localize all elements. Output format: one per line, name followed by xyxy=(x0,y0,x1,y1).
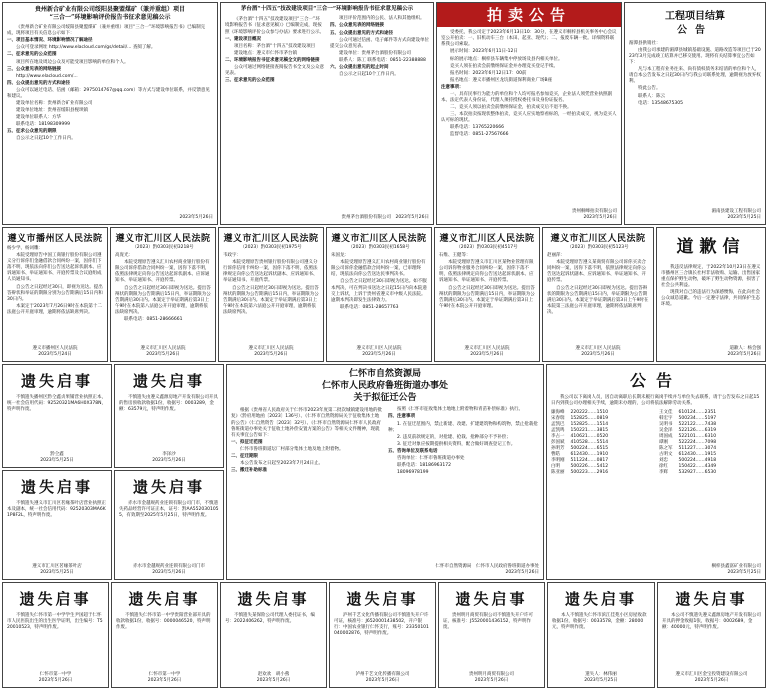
env-notice-paragraph: 公众可登录网址 http://www.elacloud.com/gs/detail/... 查阅了解。 xyxy=(16,45,156,51)
court-date: 2023年5月26日 xyxy=(146,351,180,357)
auction-paragraph: 二、竞买人须以拍卖会前缴纳保证金，拍卖成交后不退不换。 xyxy=(450,104,572,110)
lost-notice-title: 遗失启事 xyxy=(564,590,637,608)
settlement-paragraph: 联系人：陈云 xyxy=(638,93,665,99)
person-name: 陈之军 xyxy=(659,446,673,452)
resource-heading: 二、征迁期限 xyxy=(231,453,258,459)
person-id-number: 150422……4349 xyxy=(678,464,717,470)
court-paragraph: 自公告之日起经过30日即视为送达。提出答辩状的期限为公告期满后15日内，举证期限为公告期满后30日内。本案定于举证期满后第3日上午9时在本院第六法庭公开开庭审理，逾期将依法缺席判决。 xyxy=(223,285,319,315)
lost-notice-body: 泸州千艺文化传播有限公司不慎遗失开户许可证，核准号：J6520001438502，开户银行：中国农业银行仁怀支行，账号：23350101040002876，特声明作废。 xyxy=(334,613,429,637)
fourteen-five-paragraph: 联系人：陈工 联系电话：0851-22388888 xyxy=(339,57,426,63)
env-notice-title: 贵州新合矿业有限公司绥阳县聚盟煤矿（兼并重组）项目 xyxy=(34,6,185,13)
lost-notice-signer: 仁怀市第一中学 xyxy=(39,671,72,677)
resource-heading: 五、咨询单位及联系电话 xyxy=(388,448,438,454)
person-name: 白明 xyxy=(551,464,560,470)
settlement-title: 工程项目结算 xyxy=(665,11,725,22)
court-date: 2023年5月24日 xyxy=(38,351,72,357)
person-id-number: 522101……6310 xyxy=(678,433,717,439)
person-id-number: 612430……1915 xyxy=(678,452,717,458)
court-paragraph: 赵丽萍： xyxy=(547,253,565,259)
env-notice-heading: 五、征求公众意见的期限 xyxy=(7,129,57,135)
person-id-number: 612430……1910 xyxy=(570,452,609,458)
fourteen-five-notice xyxy=(220,2,434,225)
person-id-number: 152825……0819 xyxy=(570,415,609,421)
court-title: 遵义市汇川区人民法院 xyxy=(331,234,427,244)
lost-notice-signer: 赤水市金越规药业连锁有限公司门市 xyxy=(133,563,205,569)
lost-notice-11 xyxy=(657,582,766,688)
env-impact-notice xyxy=(2,2,218,225)
lost-notice-date: 2023年5月25日 xyxy=(40,457,74,463)
apology-paragraph: 我违反法律规定，于2022年10月23日在遵义市播州区三合镇长社村非法收购、运输、出售国家重点保护野生动物，破坏了野生动物资源，损害了社会公共利益。 xyxy=(661,264,761,289)
person-id-number: 610124……2351 xyxy=(678,409,717,415)
lost-notice-date: 2023年5月26日 xyxy=(694,677,729,683)
fourteen-five-paragraph: 项目评价范围内的公民、法人和其他组织。 xyxy=(339,16,425,22)
person-name: 孟凯巴 xyxy=(551,421,565,427)
lost-notice-body: 贵州明月商贸有限公司不慎遗失开户许可证，核准号：J5520001436152，特声明作废。 xyxy=(443,613,533,631)
lost-notice-body: 不慎遗失仁怀市第一中学学生尹国超于仁怀市人民医院出生的出生医学证明，出生编号：T520010523，特声明作废。 xyxy=(7,613,103,631)
person-name: 宋春瑞 xyxy=(551,415,565,421)
fourteen-five-heading: 四、公众意见表的网络链接 xyxy=(330,23,384,29)
env-notice-paragraph: 建设单位地址：贵州省绥阳县枧坝镇 xyxy=(16,107,88,113)
lost-notice-title: 遗失启事 xyxy=(237,590,310,608)
court-signer: 遵义市汇川区人民法院 xyxy=(575,345,621,351)
resource-title: 仁怀市自然资源局 xyxy=(348,369,421,379)
lost-notice-body: 本人不慎遗失仁怀市滨江佳苑小区房屋收款收据1份，收据号：0033578，金额：28000元，特声明作废。 xyxy=(552,613,647,631)
env-notice-title2: “三合一”环境影响评价报告书征求意见稿公示 xyxy=(49,14,171,22)
lost-notice-date: 2023年5月26日 xyxy=(152,457,186,463)
court-title: 遵义市汇川区人民法院 xyxy=(115,234,211,244)
env-notice-paragraph: 建设单位名称：贵州新合矿业有限公司 xyxy=(16,100,93,106)
settlement-paragraph: 凡与本工程有业务往来、尚有债权债务未结清的单位和个人，请自本公告发布之日起30日内与我公司联系处理，逾期视为放弃权利。 xyxy=(629,67,761,85)
auction-date: 2023年5月26日 xyxy=(583,214,617,220)
court-paragraph: 本院受理原告遵义某商贸有限公司诉你买卖合同纠纷一案，因你下落不明，依照法律规定向你公告送达起诉状副本、应诉通知书、举证通知书、开庭传票。 xyxy=(547,260,646,284)
lost-notice-date: 2023年5月26日 xyxy=(474,677,509,683)
fourteen-five-heading: 一、建设项目概况 xyxy=(225,36,261,42)
lost-notice-date: 2023年5月26日 xyxy=(256,677,291,683)
dismissal-date: 2023年5月25日 xyxy=(727,569,761,575)
person-name: 李明刚 xyxy=(551,458,565,464)
auction-paragraph: 三、本次拍卖按现状整体拍卖，竞买人应实地察看标的，一经拍卖成交，视为竞买人认可标的现状。 xyxy=(441,112,617,124)
resource-paragraph: 2. 违反前款规定的，对抢建、抢栽、抢种部分不予补偿； xyxy=(397,434,511,440)
court-notice-huichuan-4 xyxy=(434,227,540,362)
fourteen-five-paragraph: 建设地点：遵义市仁怀市茅台镇 xyxy=(234,50,297,56)
auction-paragraph: 监督电话：0851-27567666 xyxy=(450,132,509,138)
court-notice-huichuan-3 xyxy=(326,227,432,362)
resource-paragraph: 1. 在征迁范围内，禁止新建、改建、扩建建筑物和构筑物，禁止抢栽抢种； xyxy=(388,421,538,433)
lost-notice-date: 2023年5月26日 xyxy=(365,677,400,683)
fourteen-five-heading: 二、环境影响报告书征求意见稿全文的网络链接 xyxy=(225,57,320,63)
dismissal-paragraph: 我公司以下离岗人员，因自动离职后长期未履行离岗手续并与单位失去联系，请于公告发布之日起15日内到我公司办理相关手续，逾期未办理的，公司将依法解除劳动关系。 xyxy=(551,394,760,406)
person-id-number: 410621……0520 xyxy=(570,433,609,439)
person-name: 李占一 xyxy=(551,433,565,439)
lost-notice-10 xyxy=(547,582,655,688)
person-name: 古明文 xyxy=(659,452,673,458)
fourteen-five-paragraph: 自公示之日起10个工作日内。 xyxy=(339,71,399,77)
lost-notice-title: 遗失启事 xyxy=(20,478,93,496)
person-name: 谭刚 xyxy=(659,440,668,446)
person-id-number: 152825……1514 xyxy=(570,421,609,427)
resource-paragraph: 18096978199 xyxy=(397,469,429,475)
court-signer: 遵义市汇川区人民法院 xyxy=(464,345,510,351)
fourteen-five-paragraph: 建设单位：贵州茅台酒股份有限公司 xyxy=(339,50,411,56)
person-id-number: 500234……5197 xyxy=(678,415,717,421)
person-name: 曹皓 xyxy=(551,452,560,458)
lost-notice-title: 遗失启事 xyxy=(346,590,419,608)
person-name: 孟凯鸣 xyxy=(551,427,565,433)
person-name: 周国成 xyxy=(659,433,673,439)
person-id-number: 220222……1510 xyxy=(570,409,609,415)
auction-signer: 贵州桐峰拍卖有限公司 xyxy=(572,208,617,214)
resource-paragraph: 咨询单位：仁怀市鲁班街道办事处 xyxy=(397,455,465,461)
court-paragraph: 高庞光： xyxy=(115,253,133,259)
court-notice-huichuan-2 xyxy=(218,227,324,362)
auction-paragraph: 展示时间：2023年6月11日-12日 xyxy=(450,49,518,55)
person-id-number: 500224……4918 xyxy=(678,458,717,464)
lost-notice-signer: 遗失人：林伟丽 xyxy=(585,671,617,677)
court-paragraph: 自公告之日起经过30日即视为送达。提出答辩状的期限为公告期满后15日内，举证期限为公告期满后30日内。本案定于举证期满后第3日上午9时在本院第八法庭公开开庭审理，逾期将依法缺席判决。 xyxy=(115,285,211,315)
court-paragraph: 本院受理原告中国工商银行股份有限公司遵义分行诉你们金融借款合同纠纷一案，因你们下落不明，现依法向你们公告送达起诉状副本、应诉通知书、举证通知书、开庭传票及合议庭组成人员通知书。 xyxy=(7,253,102,283)
fourteen-five-heading: 六、公众提出意见的起止时间 xyxy=(330,64,389,70)
lost-notice-signer: 遵义市汇川区茗缘茶叶店 xyxy=(32,563,82,569)
court-paragraph: 自公告之日起经过30日，即视为送达。提出答辩状和举证的期限分别为公告期满后15日内和30日内。 xyxy=(7,284,103,302)
lost-notice-body: 不慎遗失遵义市汇川区茗缘茶叶店营业执照正本及副本，统一社会信用代码：92520303MA6K1P8F2L，特声明作废。 xyxy=(7,501,106,519)
lost-notice-title: 遗失启事 xyxy=(455,590,528,608)
dismissal-title: 公告 xyxy=(629,371,682,390)
fourteen-five-heading: 五、公众提出意见的方式和途径 xyxy=(330,30,393,36)
auction-paragraph: 受委托，我公司定于2023年6月13日10：30分，在遵义市桐梓县机关事务中心会议室公开拍卖：一、旧机动车三台（本田、起亚、现代）；二、报废车辆一批。详细资料联系我公司索取。 xyxy=(441,30,617,48)
env-notice-heading: 二、征求意见的公众范围 xyxy=(7,52,57,58)
court-signer: 遵义市汇川区人民法院 xyxy=(356,345,402,351)
court-notice-huichuan-5 xyxy=(542,227,654,362)
court-title: 遵义市播州区人民法院 xyxy=(7,234,103,244)
auction-notice xyxy=(436,2,622,225)
env-notice-link[interactable]: http://www.elacloud.com/... xyxy=(16,73,78,79)
fourteen-five-signer: 贵州茅台酒股份有限公司 xyxy=(341,214,391,220)
lost-notice-title: 遗失启事 xyxy=(675,590,748,608)
auction-paragraph: 报名时间：2023年6月12日17：00前 xyxy=(450,70,527,76)
fourteen-five-paragraph: 《茅台酒“十四五”技改建设项目“三合一”环境影响报告书（征求意见稿）》已编制完成，现按照《环境影响评价公众参与办法》要求进行公示。 xyxy=(225,17,324,35)
person-name: 廉海峰 xyxy=(551,409,565,415)
auction-paragraph: 竞买人须在拍卖会前缴纳保证金并办理竞买登记手续。 xyxy=(450,63,558,69)
person-name: 李辉 xyxy=(659,470,668,476)
person-name: 吴金泽 xyxy=(659,427,673,433)
env-notice-date: 2023年5月26日 xyxy=(179,214,213,220)
court-date: 2023年5月26日 xyxy=(470,351,504,357)
person-name: 孙明芳 xyxy=(551,446,565,452)
env-notice-paragraph: 《贵州新合矿业有限公司绥阳县聚盟煤矿（兼并重组）项目“三合一”环境影响报告书》已编制完成，现将项目有关信息公示如下： xyxy=(7,25,206,37)
lost-notice-title: 遗失启事 xyxy=(19,590,92,608)
person-id-number: 500223……2916 xyxy=(570,470,609,476)
lost-notice-9 xyxy=(438,582,545,688)
fourteen-five-paragraph: 项目名称：茅台酒“十四五”技改建设项目 xyxy=(234,43,316,49)
lost-notice-signer: 李泽沙 xyxy=(162,451,176,457)
person-name: 彭国斌 xyxy=(551,440,565,446)
resource-title3: 关于拟征迁公告 xyxy=(353,393,417,404)
apology-letter xyxy=(656,227,766,362)
court-paragraph: 联系电话：0851-28666661 xyxy=(124,316,183,322)
court-case-number: （2023）黔0303民初5123号 xyxy=(567,245,629,251)
resource-paragraph: 根据《贵州省人民政府关于仁怀市2023年度第二批次城镇建设用地的批复》（黔府用地函〔2023〕136号）、《仁怀市自然资源局关于征收集体土地的公告》（仁自然资告〔2023〕32号）、《仁怀市自然资源局仁怀市人民政府鲁班街道办事处关于征收土地补偿安置方案的公告》等相关文件精神，现就有关事宜公告如下： xyxy=(231,408,382,438)
auction-paragraph: 联系电话：13765220666 xyxy=(450,125,504,131)
lost-notice-date: 2023年5月25日 xyxy=(40,569,74,575)
people-list xyxy=(551,410,761,477)
court-case-number: （2023）黔0303民初1658号 xyxy=(348,245,410,251)
court-notice-bozhou xyxy=(2,227,108,362)
lost-notice-1 xyxy=(2,364,112,468)
settlement-signer: 湄南县建设工程有限公司 xyxy=(711,208,761,214)
court-paragraph: 杨少学、杨词雕： xyxy=(7,246,43,252)
resource-signer: 仁怀市自然资源局 仁怀市人民政府鲁班街道办事处 xyxy=(435,563,539,569)
settlement-paragraph: 湄潭县供销社： xyxy=(629,41,661,46)
court-date: 2023年5月26日 xyxy=(581,351,615,357)
resource-heading: 一、拟征迁范围 xyxy=(231,439,263,445)
lost-notice-date: 2023年5月26日 xyxy=(147,677,182,683)
env-notice-heading: 四、公众提出意见的方式和途径 xyxy=(7,80,70,86)
lost-notice-7 xyxy=(220,582,327,688)
apology-paragraph: 现我对自己的违法行为深感懊悔，在此向社会公众诚恳道歉。今后一定遵守法律，共同保护生态环境。 xyxy=(661,290,760,308)
lost-notice-2 xyxy=(114,364,224,468)
person-name: 刘忠 xyxy=(659,458,668,464)
lost-notice-date: 2023年5月25日 xyxy=(584,677,618,683)
settlement-paragraph: 由我公司承建的湄潭县城镇基础设施、道路改造等项目已于2023年3月完成竣工结算并已移交使用。现将有关结算事宜公告如下： xyxy=(629,48,761,66)
lost-notice-title: 遗失启事 xyxy=(128,590,201,608)
dismissal-signer: 桐梓县鑫富矿业有限公司 xyxy=(711,563,761,569)
auction-paragraph: 报名地点：遵义市播州区龙坑街道保利商业广场B座 xyxy=(450,77,553,83)
court-case-number: （2023）黔0303民初1975号 xyxy=(240,245,302,251)
person-id-number: 511224……0817 xyxy=(570,458,609,464)
court-paragraph: 石维、王健等： xyxy=(439,253,471,259)
settlement-title2: 公告 xyxy=(677,24,713,36)
person-id-number: 150221……3815 xyxy=(570,427,609,433)
lost-notice-signer: 赵欢欢 胡小燕 xyxy=(257,671,290,677)
person-name: 王文佳 xyxy=(659,409,673,415)
person-id-number: 410528……5514 xyxy=(570,440,609,446)
fourteen-five-paragraph: 公众可通过信函、电子邮件等方式向建设单位提交公众意见表。 xyxy=(330,37,429,49)
person-id-number: 522224……7098 xyxy=(678,440,717,446)
lost-notice-body: 不慎遗失仁怀市第一中学贵阳营业部开具的收款收据1份，收据号：0000046520，特声明作废。 xyxy=(116,613,211,631)
fourteen-five-paragraph: 公众可通过网络链接查阅报告书全文及公众意见表。 xyxy=(225,64,324,76)
person-name: 徐红 xyxy=(659,464,668,470)
court-date: 2023年5月26日 xyxy=(362,351,396,357)
settlement-paragraph: 特此公告。 xyxy=(638,86,661,92)
resource-paragraph: 按照《仁怀市征收集体土地地上附着物和青苗补偿标准》执行。 xyxy=(397,407,523,413)
court-title: 遵义市汇川区人民法院 xyxy=(223,234,319,244)
lost-notice-title: 遗失启事 xyxy=(132,372,205,390)
court-paragraph: 自公告之日起经过30日即视为送达。提出答辩状的期限为公告期满后15日内，举证期限为公告期满后30日内。本案定于举证期满后第3日上午9时在本院公开开庭审理。 xyxy=(439,285,535,309)
court-paragraph: 本院受理原告遵义汇川农村商业银行股份有限公司诉你金融借款合同纠纷一案，已审理终结，现依法向你公告送达民事判决书。 xyxy=(331,260,426,278)
lost-notice-date: 2023年5月26日 xyxy=(38,677,73,683)
fourteen-five-title: 茅台酒“十四五”技改建设项目“三合一”环境影响报告书征求意见稿公示 xyxy=(240,6,414,12)
lost-notice-signer: 黔仝鑫 xyxy=(50,451,64,457)
settlement-paragraph: 电话：13548675305 xyxy=(638,100,683,106)
lost-notice-4 xyxy=(114,470,224,580)
court-signer: 遵义市汇川区人民法院 xyxy=(140,345,186,351)
person-id-number: 522122……7438 xyxy=(678,421,717,427)
court-notice-huichuan-1 xyxy=(110,227,216,362)
apology-title: 道歉信 xyxy=(676,237,746,257)
lost-notice-3 xyxy=(2,470,112,580)
court-paragraph: 自公告之日起经过30日即视为送达。如不服本判决，可在判决书送达之日起15日内向本院递交上诉状，上诉于贵州省遵义市中级人民法院。逾期本判决即发生法律效力。 xyxy=(331,279,427,303)
lost-notice-date: 2023年5月26日 xyxy=(152,569,186,575)
env-notice-heading: 一、项目基本情况、环境影响情况了解途径 xyxy=(7,38,93,44)
court-title: 遵义市汇川区人民法院 xyxy=(550,234,646,244)
person-id-number: 500226……5412 xyxy=(570,464,609,470)
resource-paragraph: 本公告发布之日起至2023年7月24日止。 xyxy=(240,460,324,466)
env-notice-paragraph: 建设单位联系人：方华 xyxy=(16,115,61,120)
lost-notice-6 xyxy=(111,582,218,688)
court-paragraph: 本案定于2023年7月26日9时在本院第十二法庭公开开庭审理，逾期将依法缺席判决。 xyxy=(7,303,102,315)
person-id-number: 522126……6319 xyxy=(678,427,717,433)
person-id-number: 500224……6515 xyxy=(570,446,609,452)
resource-paragraph: 3. 征迁对象应按期提供相关资料，配合做好调查登记工作。 xyxy=(397,441,516,447)
lost-notice-title: 遗失启事 xyxy=(20,372,93,390)
court-paragraph: 本院受理原告遵义汇川农村商业银行股份有限公司诉你借款合同纠纷一案，因你下落不明，依照法律规定向你公告送达起诉状副本、应诉通知书、举证通知书、开庭传票。 xyxy=(115,260,210,284)
settlement-notice xyxy=(624,2,766,225)
auction-title: 拍卖公告 xyxy=(437,3,621,27)
resource-title2: 仁怀市人民政府鲁班街道办事处 xyxy=(321,381,448,392)
court-paragraph: 联系电话：0851-28657763 xyxy=(340,304,399,310)
court-title: 遵义市汇川区人民法院 xyxy=(439,234,535,244)
person-id-number: 532927……6530 xyxy=(678,470,717,476)
apology-signer: 道歉人：杨会强 xyxy=(729,345,761,351)
court-paragraph: 韦政宇： xyxy=(223,253,241,259)
auction-heading: 注意事项： xyxy=(441,84,464,90)
lost-notice-8 xyxy=(329,582,436,688)
court-signer: 遵义市汇川区人民法院 xyxy=(248,345,294,351)
resource-bureau-notice xyxy=(226,364,544,580)
lost-notice-title: 遗失启事 xyxy=(132,478,205,496)
env-notice-heading: 三、公众意见表的网络链接 xyxy=(7,66,61,72)
court-date: 2023年5月26日 xyxy=(254,351,288,357)
env-notice-paragraph: 联系电话：18198309999 xyxy=(16,122,70,128)
env-notice-paragraph: 自公示之日起10个工作日内。 xyxy=(16,136,76,142)
env-notice-paragraph: 公众可以通过电话、信函（邮箱：2975014767@qq.com）等方式与建设单位联系，并反馈意见和建议。 xyxy=(7,87,210,99)
apology-date: 2023年5月26日 xyxy=(727,351,761,357)
lost-notice-body: 不慎遗失由遵义鑫源房地产开发有限公司开具的售房预收款收据1份，收据号：0003289，金额：63579元，特声明作废。 xyxy=(119,395,218,413)
lost-notice-5 xyxy=(2,582,109,688)
court-paragraph: 朱国龙： xyxy=(331,253,349,259)
lost-notice-body: 不慎遗失播州区黔仝鑫贞果铺营业执照正本，统一社会信用代码：92520321MA6H0X378N，特声明作废。 xyxy=(7,395,107,413)
person-name: 陈亚丽 xyxy=(551,470,565,476)
person-id-number: 511227……3074 xyxy=(678,446,717,452)
settlement-date: 2023年5月25日 xyxy=(727,214,761,220)
resource-paragraph: 联系电话：18186963172 xyxy=(397,462,451,468)
lost-notice-signer: 仁怀市第一中学 xyxy=(148,671,181,677)
resource-paragraph: 仁怀市鲁班街道坛厂村部分集体土地及地上附着物。 xyxy=(240,446,344,452)
resource-heading: 三、搬迁补助标准 xyxy=(231,467,267,473)
court-case-number: （2023）黔0303民初4517号 xyxy=(456,245,518,251)
auction-paragraph: 一、具有民事行为能力的单位和个人均可报名参加竞买，企业法人须凭营业执照副本、法定代表人身份证，代理人须持授权委托书及身份证报名。 xyxy=(441,91,612,103)
person-name: 吴明书 xyxy=(659,421,673,427)
lost-notice-signer: 泸州千艺文化传播有限公司 xyxy=(355,671,410,677)
court-paragraph: 本院受理原告遵义市汇川区某物业管理有限公司诉你物业服务合同纠纷一案，因你下落不明，依照法律规定向你公告送达起诉状副本、应诉通知书、举证通知书、开庭传票。 xyxy=(439,260,534,284)
lost-notice-body: 本公司不慎遗失遵义鑫源房地产开发有限公司开具的押金收据1张，收据号：0002689，金额：40000元，特声明作废。 xyxy=(662,613,761,631)
env-notice-paragraph: 项目所在地及周边公众及可能受项目影响的单位和个人。 xyxy=(16,59,129,65)
lost-notice-body: 赤水市金越规药业连锁有限公司门市，不慎遗失药品经营许可证正本，证号：黔AA5520301055，有效期至2025年5月25日，特声明作废。 xyxy=(119,501,219,519)
court-signer: 遵义市播州区人民法院 xyxy=(32,345,78,351)
court-paragraph: 本院受理原告贵州银行股份有限公司遵义分行诉你信用卡纠纷一案，因你下落不明，依照法律规定向你公告送达起诉状副本、应诉通知书、举证通知书、开庭传票。 xyxy=(223,260,318,284)
fourteen-five-date: 2023年5月26日 xyxy=(395,214,429,220)
lost-notice-body: 不慎遗失某保险公司代理人委托证书，编号：2022406262，特声明作废。 xyxy=(225,613,315,625)
dismissal-notice xyxy=(546,364,766,580)
lost-notice-signer: 遵义市汇川区金宝投资建设有限公司 xyxy=(675,671,748,677)
resource-date: 2023年5月26日 xyxy=(505,569,539,575)
resource-heading: 四、注意事项 xyxy=(388,414,415,420)
court-paragraph: 自公告之日起经过30日即视为送达。提出答辩状的期限为公告期满后15日内，举证期限为公告期满后30日内。本案定于举证期满后第3日上午9时在本院第三法庭公开开庭审理，逾期将依法缺席判决。 xyxy=(547,285,649,315)
court-case-number: （2023）黔0303民初3218号 xyxy=(132,245,194,251)
lost-notice-signer: 贵州明月商贸有限公司 xyxy=(469,671,514,677)
auction-paragraph: 标的展示地点：桐梓县车辆集中停放场及县内相关单位。 xyxy=(450,56,563,62)
person-name: 韩宏宇 xyxy=(659,415,673,421)
fourteen-five-heading: 三、征求意见的公众范围 xyxy=(225,77,275,83)
